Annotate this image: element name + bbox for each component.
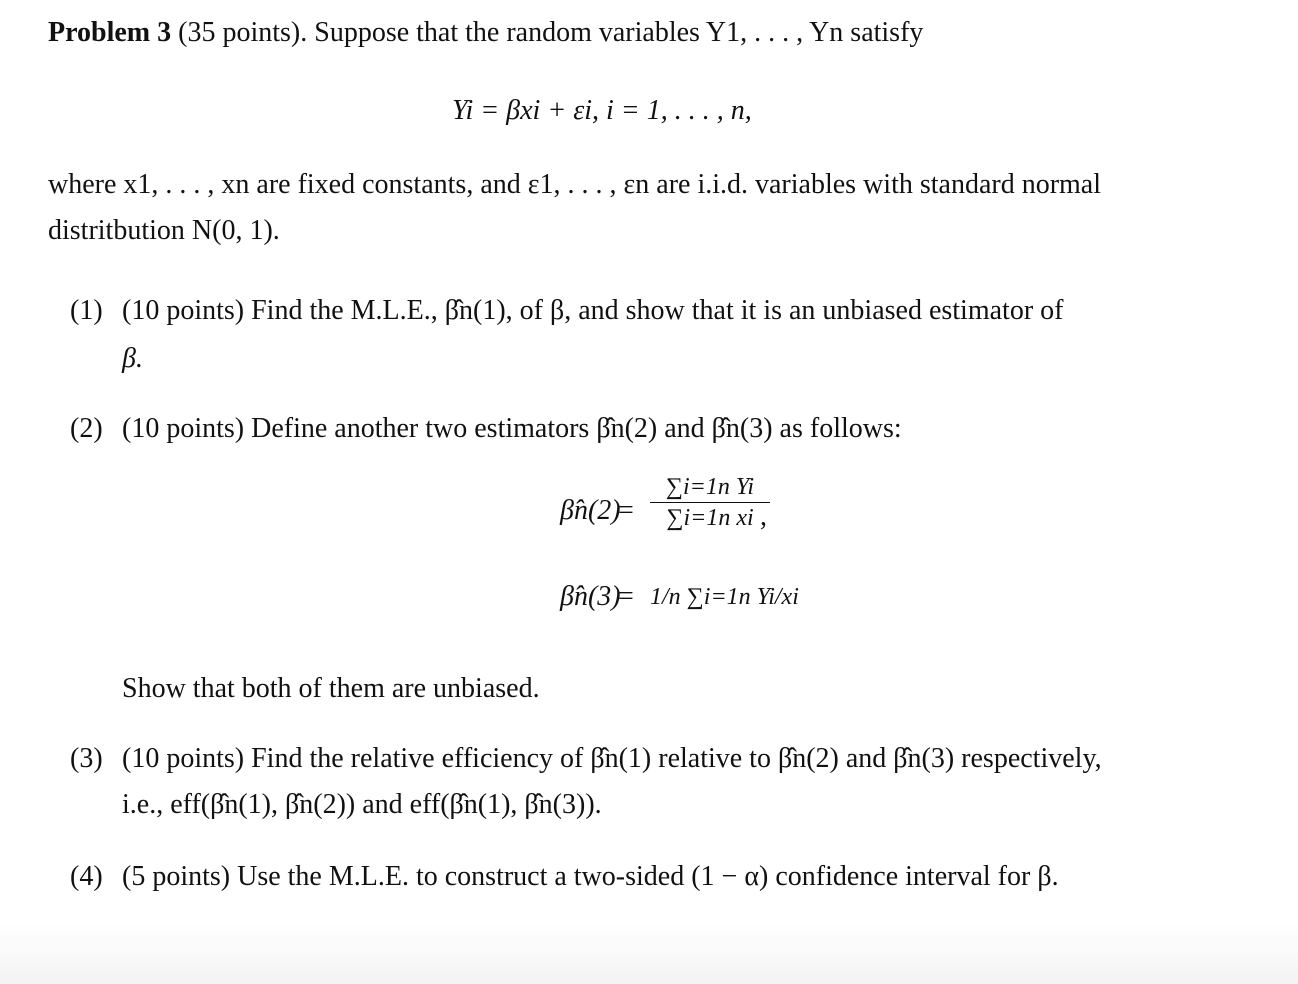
part-2-number: (2) <box>70 413 103 444</box>
equals-sign-2: = <box>618 581 634 612</box>
beta2-denominator: ∑i=1n xi <box>666 505 754 531</box>
part-1-text-cont: β. <box>122 343 143 374</box>
beta2-numerator: ∑i=1n Yi <box>650 472 770 503</box>
part-1-text: (10 points) Find the M.L.E., β̂n(1), of β, and show that it is an unbiased estimator of <box>122 295 1064 326</box>
beta2-fraction <box>650 472 770 533</box>
part-4-number: (4) <box>70 861 103 892</box>
part-4-text: (5 points) Use the M.L.E. to construct a two-sided (1 − α) confidence interval for β. <box>122 861 1059 892</box>
model-equation: Yi = βxi + εi, i = 1, . . . , n, <box>452 95 752 126</box>
part-3-text: (10 points) Find the relative efficiency of β̂n(1) relative to β̂n(2) and β̂n(3) respectively, <box>122 743 1102 774</box>
part-2-text: (10 points) Define another two estimators β̂n(2) and β̂n(3) as follows: <box>122 413 902 444</box>
part-1-number: (1) <box>70 295 103 326</box>
part-3-text-cont: i.e., eff(β̂n(1), β̂n(2)) and eff(β̂n(1), β̂n(3)). <box>122 789 602 820</box>
description-line-2: distritbution N(0, 1). <box>48 215 280 246</box>
page-bottom-shade <box>0 924 1298 984</box>
part-3-number: (3) <box>70 743 103 774</box>
beta3-lhs: β̂n(3) <box>560 581 621 612</box>
description-line-1: where x1, . . . , xn are fixed constants, and ε1, . . . , εn are i.i.d. variables with standard normal <box>48 169 1102 200</box>
comma: , <box>760 501 767 532</box>
problem-intro: (35 points). Suppose that the random variables Y1, . . . , Yn satisfy <box>178 17 924 48</box>
part-2-show-text: Show that both of them are unbiased. <box>122 673 540 704</box>
problem-label: Problem 3 <box>48 17 172 48</box>
beta3-rhs: 1/n ∑i=1n Yi/xi <box>650 584 799 610</box>
beta2-lhs: β̂n(2) <box>560 495 621 526</box>
problem-heading <box>48 16 923 50</box>
equals-sign-1: = <box>618 495 634 526</box>
